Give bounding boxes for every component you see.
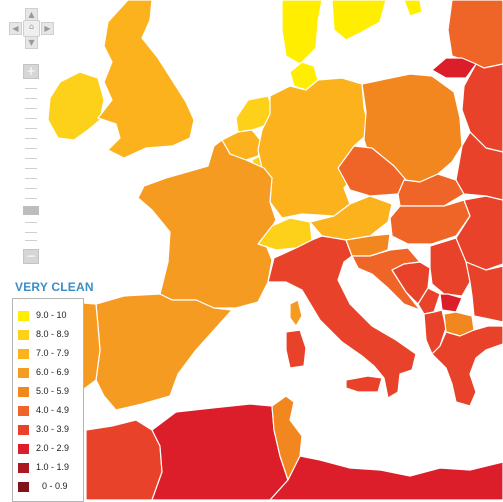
zoom-tick — [25, 188, 37, 189]
legend-swatch — [18, 444, 29, 454]
region-bulgaria[interactable] — [466, 262, 503, 322]
legend-swatch — [18, 387, 29, 397]
region-algeria[interactable] — [152, 404, 288, 500]
zoom-tick — [25, 222, 37, 223]
legend-swatch — [18, 349, 29, 359]
region-corsica[interactable] — [290, 300, 302, 326]
zoom-out-button[interactable]: − — [23, 249, 39, 264]
region-sicily[interactable] — [346, 376, 382, 392]
region-morocco[interactable] — [86, 420, 162, 500]
zoom-tick — [25, 168, 37, 169]
legend-swatch — [18, 311, 29, 321]
legend-label: 2.0 - 2.9 — [36, 443, 70, 453]
legend-label: 1.0 - 1.9 — [36, 462, 70, 472]
zoom-slider[interactable] — [23, 64, 41, 264]
region-kosovo[interactable] — [440, 294, 462, 312]
zoom-tick — [25, 108, 37, 109]
legend-swatch — [18, 406, 29, 416]
legend-label: 8.0 - 8.9 — [36, 329, 70, 339]
zoom-tick — [25, 98, 37, 99]
legend-label: 5.0 - 5.9 — [36, 386, 70, 396]
legend-swatch — [18, 482, 29, 492]
legend-swatch — [18, 463, 29, 473]
pan-right-button[interactable]: ▶ — [41, 22, 54, 35]
region-norway[interactable] — [282, 0, 322, 64]
pan-down-button[interactable]: ▼ — [25, 36, 38, 49]
legend-label: 4.0 - 4.9 — [36, 405, 70, 415]
legend-label: 7.0 - 7.9 — [36, 348, 70, 358]
zoom-tick — [25, 118, 37, 119]
zoom-tick — [25, 178, 37, 179]
region-libya[interactable] — [270, 456, 503, 500]
region-spain[interactable] — [96, 294, 232, 410]
legend — [12, 298, 84, 502]
region-ireland[interactable] — [48, 72, 104, 140]
region-united-kingdom[interactable] — [98, 0, 194, 158]
zoom-tick — [25, 198, 37, 199]
zoom-handle[interactable] — [23, 206, 39, 215]
region-france[interactable] — [138, 140, 276, 308]
zoom-tick — [25, 148, 37, 149]
legend-label: 0 - 0.9 — [42, 481, 68, 491]
region-sardinia[interactable] — [286, 330, 306, 368]
pan-left-button[interactable]: ◀ — [9, 22, 22, 35]
legend-swatch — [18, 425, 29, 435]
zoom-tick — [25, 158, 37, 159]
legend-swatch — [18, 330, 29, 340]
legend-label: 9.0 - 10 — [36, 310, 67, 320]
legend-title: VERY CLEAN — [15, 280, 94, 294]
region-sweden[interactable] — [332, 0, 386, 40]
zoom-tick — [25, 88, 37, 89]
zoom-tick — [25, 128, 37, 129]
zoom-tick — [25, 232, 37, 233]
legend-label: 6.0 - 6.9 — [36, 367, 70, 377]
pan-up-button[interactable]: ▲ — [25, 8, 38, 21]
home-button[interactable]: ⌂ — [23, 20, 40, 37]
zoom-in-button[interactable]: + — [23, 64, 39, 79]
region-finland[interactable] — [404, 0, 422, 16]
zoom-tick — [25, 240, 37, 241]
legend-label: 3.0 - 3.9 — [36, 424, 70, 434]
zoom-tick — [25, 138, 37, 139]
legend-swatch — [18, 368, 29, 378]
pan-control — [6, 8, 51, 50]
